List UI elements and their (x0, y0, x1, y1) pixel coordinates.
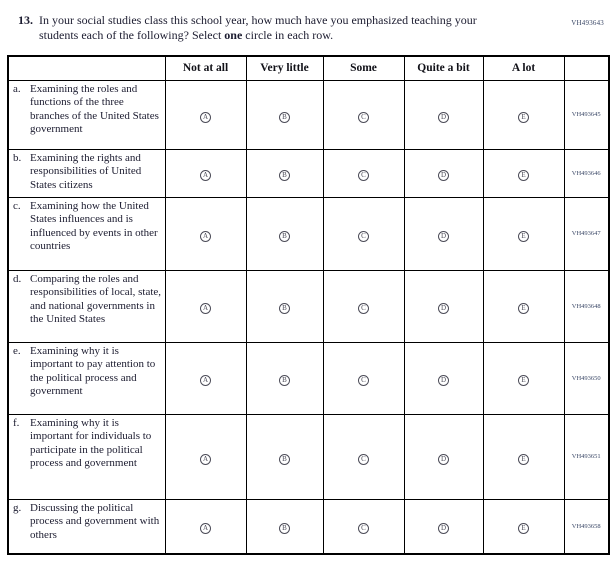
answer-circle-not-at-all[interactable]: A (200, 454, 211, 465)
question-number: 13. (18, 13, 33, 27)
row-label (13, 200, 163, 254)
row-label (13, 83, 163, 137)
option-cell-very-little (246, 414, 323, 499)
row-label-text: Examining the roles and functions of the three branches of the United States government (30, 82, 159, 135)
option-cell-quite-a-bit (404, 149, 483, 197)
option-cell-quite-a-bit (404, 414, 483, 499)
answer-circle-quite-a-bit[interactable]: D (438, 170, 449, 181)
question-text (39, 13, 501, 43)
answer-circle-not-at-all[interactable]: A (200, 170, 211, 181)
table-row (8, 270, 609, 342)
answer-circle-very-little[interactable]: B (279, 523, 290, 534)
answer-circle-some[interactable]: C (358, 112, 369, 123)
row-code: VH493658 (564, 499, 609, 554)
answer-circle-some[interactable]: C (358, 523, 369, 534)
option-cell-some (323, 80, 404, 149)
row-label (13, 273, 163, 327)
option-cell-very-little (246, 197, 323, 270)
option-cell-very-little (246, 342, 323, 414)
option-cell-quite-a-bit (404, 342, 483, 414)
option-cell-quite-a-bit (404, 499, 483, 554)
option-cell-not-at-all (165, 149, 246, 197)
option-cell-a-lot (483, 197, 564, 270)
answer-circle-very-little[interactable]: B (279, 303, 290, 314)
answer-circle-a-lot[interactable]: E (518, 523, 529, 534)
answer-circle-a-lot[interactable]: E (518, 112, 529, 123)
question-block (18, 13, 611, 43)
answer-circle-a-lot[interactable]: E (518, 231, 529, 242)
option-cell-some (323, 342, 404, 414)
table-row (8, 80, 609, 149)
code-column-header (564, 56, 609, 80)
row-label (13, 417, 163, 471)
answer-circle-quite-a-bit[interactable]: D (438, 231, 449, 242)
option-cell-very-little (246, 149, 323, 197)
table-row (8, 342, 609, 414)
answer-circle-some[interactable]: C (358, 303, 369, 314)
question-text-bold-one: one (224, 28, 243, 42)
answer-circle-quite-a-bit[interactable]: D (438, 303, 449, 314)
row-label-text: Discussing the political process and government with others (30, 501, 160, 541)
answer-circle-some[interactable]: C (358, 231, 369, 242)
answer-circle-not-at-all[interactable]: A (200, 303, 211, 314)
answer-circle-not-at-all[interactable]: A (200, 375, 211, 386)
answer-circle-some[interactable]: C (358, 454, 369, 465)
option-cell-not-at-all (165, 342, 246, 414)
answer-circle-very-little[interactable]: B (279, 454, 290, 465)
option-cell-some (323, 149, 404, 197)
grid-body (8, 80, 609, 554)
response-grid (7, 55, 610, 555)
answer-circle-quite-a-bit[interactable]: D (438, 112, 449, 123)
row-letter: b. (13, 151, 22, 164)
option-cell-not-at-all (165, 499, 246, 554)
answer-circle-some[interactable]: C (358, 170, 369, 181)
row-code: VH493646 (564, 149, 609, 197)
row-code: VH493645 (564, 80, 609, 149)
table-row (8, 149, 609, 197)
option-cell-very-little (246, 80, 323, 149)
table-row (8, 499, 609, 554)
answer-circle-very-little[interactable]: B (279, 375, 290, 386)
row-letter: d. (13, 272, 22, 285)
row-label-text: Examining the rights and responsibilities of United States citizens (30, 151, 142, 191)
column-header-very-little: Very little (246, 56, 323, 80)
option-cell-a-lot (483, 270, 564, 342)
option-cell-quite-a-bit (404, 80, 483, 149)
row-code: VH493650 (564, 342, 609, 414)
answer-circle-very-little[interactable]: B (279, 112, 290, 123)
table-row (8, 197, 609, 270)
answer-circle-very-little[interactable]: B (279, 231, 290, 242)
row-code: VH493651 (564, 414, 609, 499)
answer-circle-a-lot[interactable]: E (518, 303, 529, 314)
column-header-a-lot: A lot (483, 56, 564, 80)
column-header-quite-a-bit: Quite a bit (404, 56, 483, 80)
column-header-not-at-all: Not at all (165, 56, 246, 80)
row-letter: g. (13, 501, 22, 514)
answer-circle-not-at-all[interactable]: A (200, 523, 211, 534)
row-label-text: Examining why it is important to pay attention to the political process and government (30, 344, 156, 397)
answer-circle-not-at-all[interactable]: A (200, 112, 211, 123)
answer-circle-quite-a-bit[interactable]: D (438, 375, 449, 386)
row-letter: a. (13, 82, 21, 95)
column-header-some: Some (323, 56, 404, 80)
row-label (13, 345, 163, 399)
table-row (8, 414, 609, 499)
option-cell-some (323, 414, 404, 499)
row-label-text: Comparing the roles and responsibilities of local, state, and national governments in the United States (30, 272, 162, 325)
corner-cell (8, 56, 165, 80)
option-cell-a-lot (483, 342, 564, 414)
row-code: VH493648 (564, 270, 609, 342)
row-label (13, 152, 163, 193)
option-cell-a-lot (483, 80, 564, 149)
answer-circle-not-at-all[interactable]: A (200, 231, 211, 242)
answer-circle-a-lot[interactable]: E (518, 454, 529, 465)
option-cell-very-little (246, 499, 323, 554)
option-cell-some (323, 270, 404, 342)
answer-circle-quite-a-bit[interactable]: D (438, 523, 449, 534)
option-cell-quite-a-bit (404, 270, 483, 342)
answer-circle-some[interactable]: C (358, 375, 369, 386)
answer-circle-quite-a-bit[interactable]: D (438, 454, 449, 465)
option-cell-very-little (246, 270, 323, 342)
option-cell-not-at-all (165, 197, 246, 270)
option-cell-a-lot (483, 414, 564, 499)
row-letter: f. (13, 416, 20, 429)
option-cell-some (323, 197, 404, 270)
row-letter: c. (13, 199, 21, 212)
row-label (13, 502, 163, 543)
row-code: VH493647 (564, 197, 609, 270)
option-cell-not-at-all (165, 80, 246, 149)
answer-circle-a-lot[interactable]: E (518, 170, 529, 181)
question-text-before: In your social studies class this school year, how much have you emphasized teaching your students each of the following? Select (39, 13, 477, 42)
page-accession-code: VH493643 (571, 19, 604, 27)
header-row (8, 56, 609, 80)
option-cell-some (323, 499, 404, 554)
answer-circle-a-lot[interactable]: E (518, 375, 529, 386)
row-label-text: Examining why it is important for individuals to participate in the political process and government (30, 416, 152, 469)
option-cell-not-at-all (165, 414, 246, 499)
option-cell-a-lot (483, 149, 564, 197)
option-cell-quite-a-bit (404, 197, 483, 270)
row-letter: e. (13, 344, 21, 357)
row-label-text: Examining how the United States influences and is influenced by events in other countries (30, 199, 158, 252)
answer-circle-very-little[interactable]: B (279, 170, 290, 181)
question-text-after: circle in each row. (242, 28, 334, 42)
option-cell-a-lot (483, 499, 564, 554)
option-cell-not-at-all (165, 270, 246, 342)
